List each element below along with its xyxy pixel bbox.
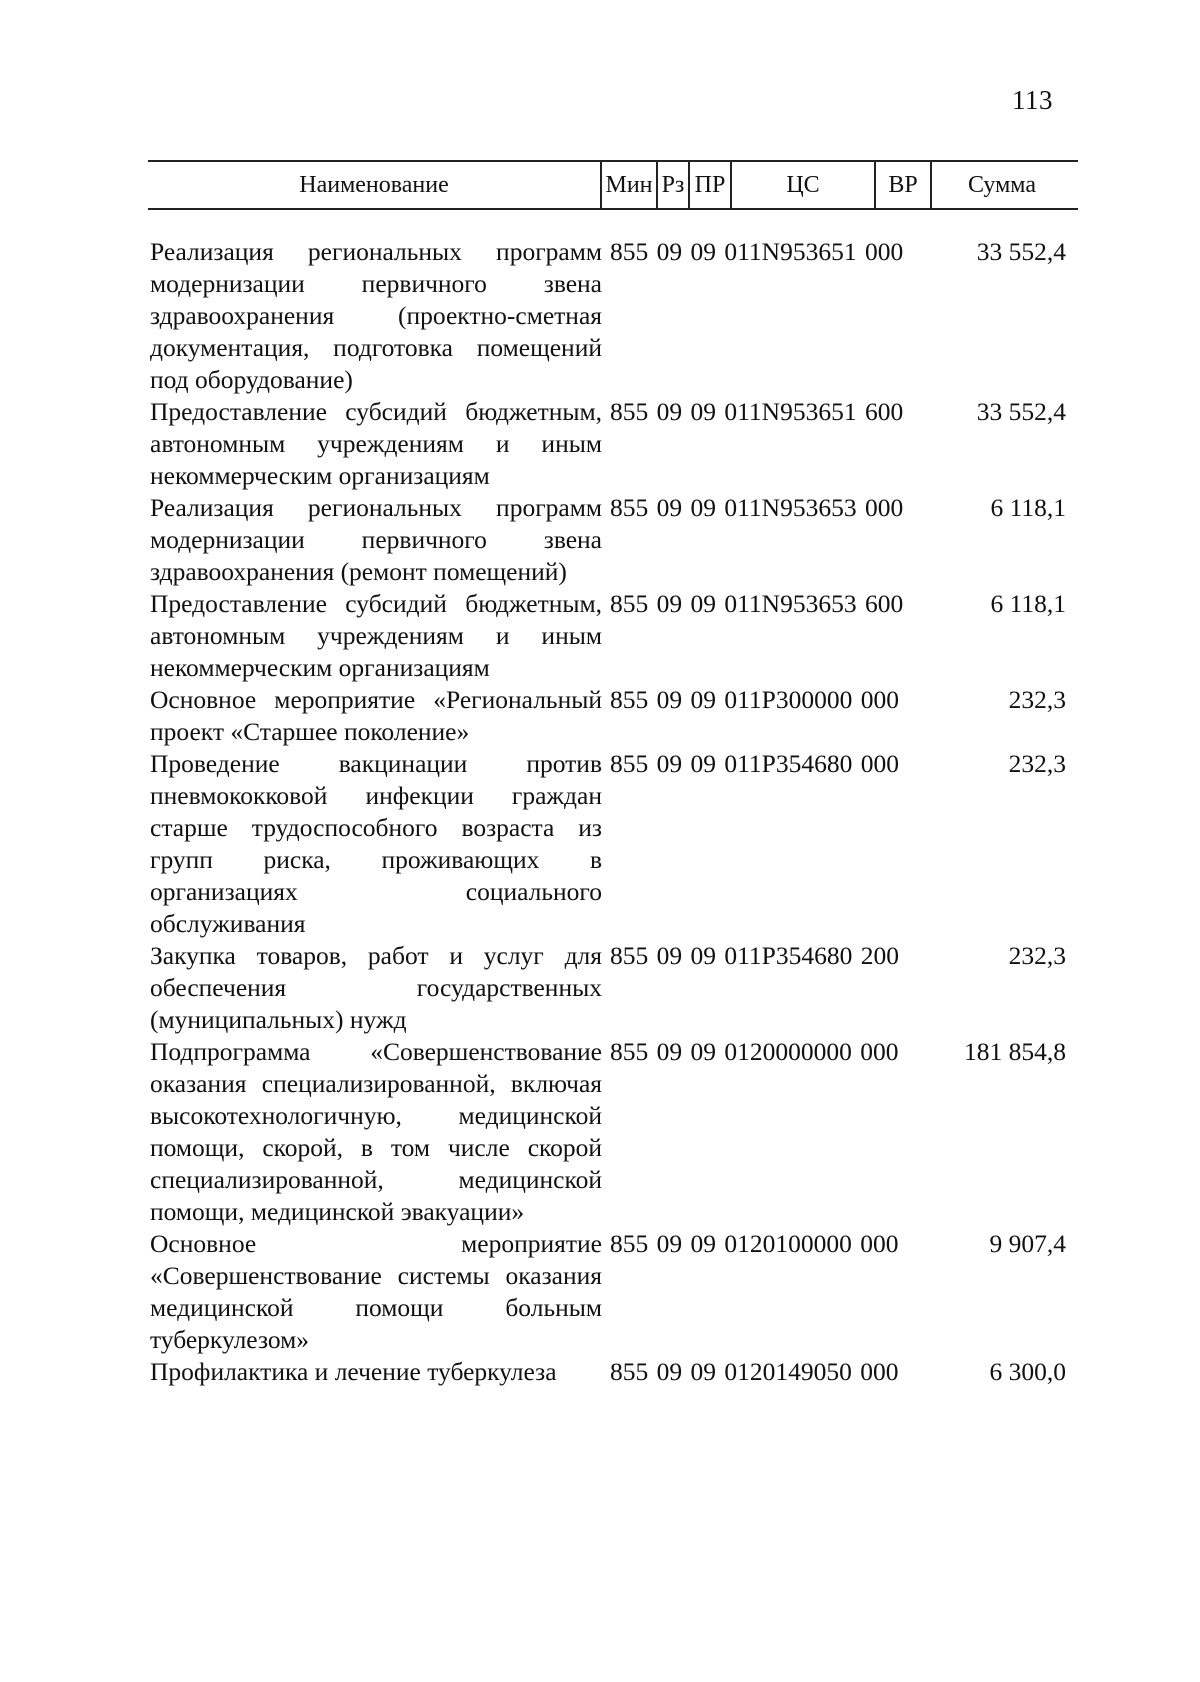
row-codes — [610, 684, 899, 716]
row-vr: 600 — [864, 397, 904, 426]
row-name: Реализация региональных программ модернизации первичного звена здравоохранения (проектно-сметная документация, подготовка помещений под оборудование) — [150, 237, 602, 394]
row-vr: 000 — [860, 749, 899, 778]
row-min: 855 — [610, 1037, 649, 1066]
header-sum: Сумма — [968, 172, 1036, 198]
row-sum: 181 854,8 — [964, 1037, 1066, 1066]
table-row — [150, 940, 1080, 1036]
row-cs: 011N953651 — [724, 397, 857, 426]
row-codes — [610, 492, 903, 524]
row-cs: 011P354680 — [724, 749, 853, 778]
row-codes — [610, 396, 903, 428]
row-min: 855 — [610, 1357, 649, 1386]
row-name: Подпрограмма «Совершенствование оказания специализированной, включая высокотехнологичную, медицинской помощи, скорой, в том числе скорой специализированной, медицинской помощи, медицинской эвакуации» — [150, 1037, 602, 1226]
row-name: Реализация региональных программ модернизации первичного звена здравоохранения (ремонт помещений) — [150, 493, 602, 586]
row-sum: 33 552,4 — [976, 397, 1066, 426]
row-vr: 200 — [860, 941, 899, 970]
row-name: Основное мероприятие «Региональный проект «Старшее поколение» — [150, 685, 602, 746]
row-min: 855 — [610, 493, 649, 522]
row-name: Закупка товаров, работ и услуг для обеспечения государственных (муниципальных) нужд — [150, 941, 602, 1034]
row-name: Основное мероприятие «Совершенствование системы оказания медицинской помощи больным туберкулезом» — [150, 1229, 602, 1354]
row-codes — [610, 1228, 899, 1260]
row-pr: 09 — [690, 685, 716, 714]
row-vr: 000 — [864, 237, 904, 266]
row-codes — [610, 1356, 899, 1388]
row-codes — [610, 588, 903, 620]
row-rz: 09 — [656, 685, 683, 714]
row-name: Предоставление субсидий бюджетным, автономным учреждениям и иным некоммерческим организациям — [150, 589, 602, 682]
row-sum: 33 552,4 — [976, 237, 1066, 266]
row-rz: 09 — [656, 1037, 683, 1066]
row-min: 855 — [610, 685, 649, 714]
row-vr: 000 — [860, 685, 899, 714]
row-pr: 09 — [690, 749, 716, 778]
row-sum: 6 118,1 — [990, 493, 1066, 522]
row-rz: 09 — [656, 1229, 683, 1258]
row-name: Профилактика и лечение туберкулеза — [150, 1357, 557, 1386]
table-row — [150, 1356, 1080, 1388]
row-name: Предоставление субсидий бюджетным, автономным учреждениям и иным некоммерческим организациям — [150, 397, 602, 490]
row-sum: 232,3 — [1008, 749, 1066, 778]
row-cs: 011P354680 — [724, 941, 853, 970]
table-row — [150, 492, 1080, 588]
row-rz: 09 — [656, 941, 683, 970]
header-name: Наименование — [299, 172, 449, 198]
table-body — [150, 236, 1080, 1388]
row-min: 855 — [610, 749, 649, 778]
row-pr: 09 — [690, 589, 716, 618]
header-min: Мин — [605, 172, 653, 198]
row-pr: 09 — [690, 237, 716, 266]
row-sum: 6 300,0 — [989, 1357, 1066, 1386]
table-row — [150, 1228, 1080, 1356]
row-name: Проведение вакцинации против пневмококковой инфекции граждан старше трудоспособного возраста из групп риска, проживающих в организациях социального обслуживания — [150, 749, 602, 938]
row-codes — [610, 748, 899, 780]
row-cs: 0120100000 — [724, 1229, 852, 1258]
row-rz: 09 — [656, 237, 683, 266]
row-sum: 9 907,4 — [989, 1229, 1066, 1258]
row-cs: 011N953653 — [724, 493, 857, 522]
table-row — [150, 396, 1080, 492]
row-cs: 0120149050 — [724, 1357, 852, 1386]
row-rz: 09 — [656, 749, 683, 778]
row-min: 855 — [610, 237, 649, 266]
page-number: 113 — [1012, 85, 1053, 115]
row-cs: 0120000000 — [724, 1037, 852, 1066]
row-cs: 011P300000 — [724, 685, 853, 714]
row-pr: 09 — [690, 1229, 716, 1258]
header-vr: ВР — [888, 172, 918, 198]
row-vr: 000 — [860, 1357, 899, 1386]
row-sum: 232,3 — [1008, 941, 1066, 970]
header-cs: ЦС — [786, 172, 820, 198]
table-row — [150, 748, 1080, 940]
row-min: 855 — [610, 589, 649, 618]
row-min: 855 — [610, 941, 649, 970]
row-codes — [610, 236, 903, 268]
row-pr: 09 — [690, 397, 716, 426]
row-pr: 09 — [690, 941, 716, 970]
table-row — [150, 1036, 1080, 1228]
row-rz: 09 — [656, 397, 683, 426]
header-pr: ПР — [694, 172, 726, 198]
row-pr: 09 — [690, 1357, 716, 1386]
row-min: 855 — [610, 1229, 649, 1258]
table-header — [148, 160, 1078, 210]
table-row — [150, 684, 1080, 748]
row-rz: 09 — [656, 1357, 683, 1386]
row-sum: 6 118,1 — [990, 589, 1066, 618]
row-vr: 000 — [860, 1037, 899, 1066]
row-vr: 600 — [864, 589, 904, 618]
table-row — [150, 588, 1080, 684]
table-row — [150, 236, 1080, 396]
row-codes — [610, 940, 899, 972]
row-sum: 232,3 — [1008, 685, 1066, 714]
row-vr: 000 — [860, 1229, 899, 1258]
row-min: 855 — [610, 397, 649, 426]
header-rz: Рз — [661, 172, 685, 198]
row-cs: 011N953653 — [724, 589, 857, 618]
row-rz: 09 — [656, 589, 683, 618]
row-rz: 09 — [656, 493, 683, 522]
row-vr: 000 — [864, 493, 904, 522]
row-pr: 09 — [690, 493, 716, 522]
row-pr: 09 — [690, 1037, 716, 1066]
row-codes — [610, 1036, 899, 1068]
row-cs: 011N953651 — [724, 237, 857, 266]
